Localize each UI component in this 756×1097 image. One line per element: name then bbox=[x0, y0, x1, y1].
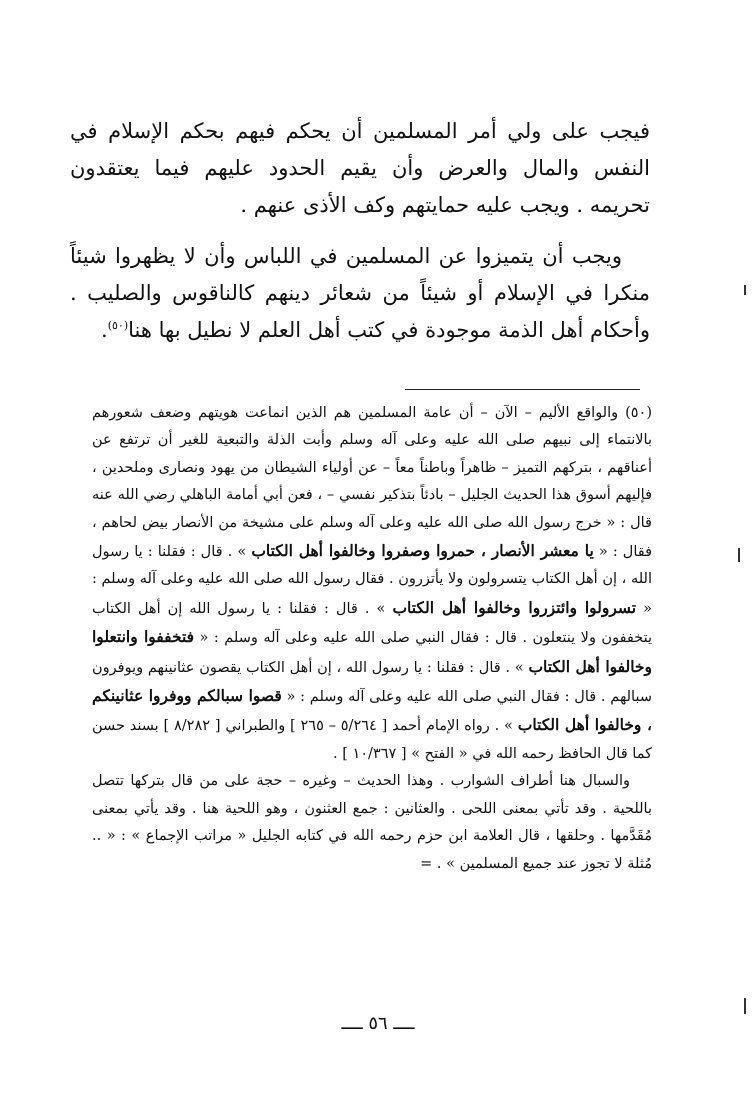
hadith-quote: تسرولوا وائتزروا وخالفوا أهل الكتاب bbox=[392, 597, 637, 617]
hadith-quote: فتخففوا وانتعلوا وخالفوا أهل الكتاب bbox=[92, 627, 652, 676]
footnote-50 bbox=[92, 400, 652, 768]
main-paragraph-2 bbox=[70, 238, 650, 349]
hadith-quote: يا معشر الأنصار ، حمروا وصفروا وخالفوا أهل الكتاب bbox=[251, 541, 594, 561]
footnote-continuation: والسبال هنا أطراف الشوارب . وهذا الحديث – وغيره – حجة على من قال بتركها تتصل باللحية . وقد تأتي بمعنى اللحى . والعثانين : جمع العثنون ، وهو اللحية هنا . وقد يأتي بمعنى مُقَدَّمها . وحلقها ، قال العلامة ابن حزم رحمه الله في كتابه الجليل « مراتب الإجماع » : « .. مُثلة لا تجوز عند جميع المسلمين » . = bbox=[92, 773, 652, 872]
footnote-divider bbox=[405, 389, 640, 390]
page-number: ــــ ٥٦ ــــ bbox=[341, 1013, 415, 1034]
footnote-reference[interactable]: (٥٠) bbox=[107, 319, 129, 332]
main-paragraph-2-end: . bbox=[101, 318, 108, 342]
scan-edge-mark bbox=[738, 548, 740, 562]
scan-edge-mark bbox=[744, 285, 746, 295]
footnote-text: (٥٠) والواقع الأليم – الآن – أن عامة المسلمين هم الذين انماعت هويتهم وضعف شعورهم بالانتماء إلى نبيهم صلى الله عليه وعلى آله وسلم وأبت الذلة والتبعية للغير أن ترتفع عن أعناقهم ، بتركهم التميز – ظاهراً وباطناً معاً – عن أولياء الشيطان من يهود ونصارى وملحدين ، فإليهم أسوق هذا الحديث الجليل – بادئاً بتذكير نفسي – ، فعن أبي أمامة الباهلي رضي الله عنه قال : « خرج رسول الله صلى الله عليه وعلى آله وسلم على مشيخة من الأنصار بيض لحاهم ، فقال : « bbox=[92, 405, 653, 561]
main-text bbox=[70, 113, 650, 349]
footnotes bbox=[92, 400, 652, 878]
main-paragraph-2-text: ويجب أن يتميزوا عن المسلمين في اللباس وأن لا يظهروا شيئاً منكرا في الإسلام أو شيئاً من شعائر دينهم كالناقوس والصليب . وأحكام أهل الذمة موجودة في كتب أهل العلم لا نطيل بها هنا bbox=[70, 244, 650, 342]
footnote-text: » . رواه الإمام أحمد [ ٥/٢٦٤ – ٢٦٥ ] والطبراني [ ٨/٢٨٢ ] بسند حسن كما قال الحافظ رحمه الله في « الفتح » [ ١٠/٣٦٧ ] . bbox=[92, 718, 652, 762]
main-paragraph-1: فيجب على ولي أمر المسلمين أن يحكم فيهم بحكم الإسلام في النفس والمال والعرض وأن يقيم الحدود عليهم فيما يعتقدون تحريمه . ويجب عليه حمايتهم وكف الأذى عنهم . bbox=[70, 119, 650, 217]
hadith-quote: قصوا سبالكم ووفروا عثانينكم ، وخالفوا أهل الكتاب bbox=[92, 686, 653, 735]
footnote-text: » . قال : فقلنا : يا رسول الله ، إن أهل الكتاب يقصون عثانينهم ويوفرون سبالهم . قال : فقال النبي صلى الله عليه وعلى آله وسلم : « bbox=[92, 659, 653, 706]
scan-edge-mark bbox=[744, 998, 746, 1014]
footnote-text: » . قال : فقلنا : يا رسول الله إن أهل الكتاب يتخففون ولا ينتعلون . قال : فقال النبي صلى الله عليه وعلى آله وسلم : « bbox=[92, 600, 653, 647]
footnote-text: » . قال : فقلنا : يا رسول الله ، إن أهل الكتاب يتسرولون ولا يأتزرون . فقال رسول الله صلى الله عليه وعلى آله وسلم : « bbox=[92, 544, 652, 617]
